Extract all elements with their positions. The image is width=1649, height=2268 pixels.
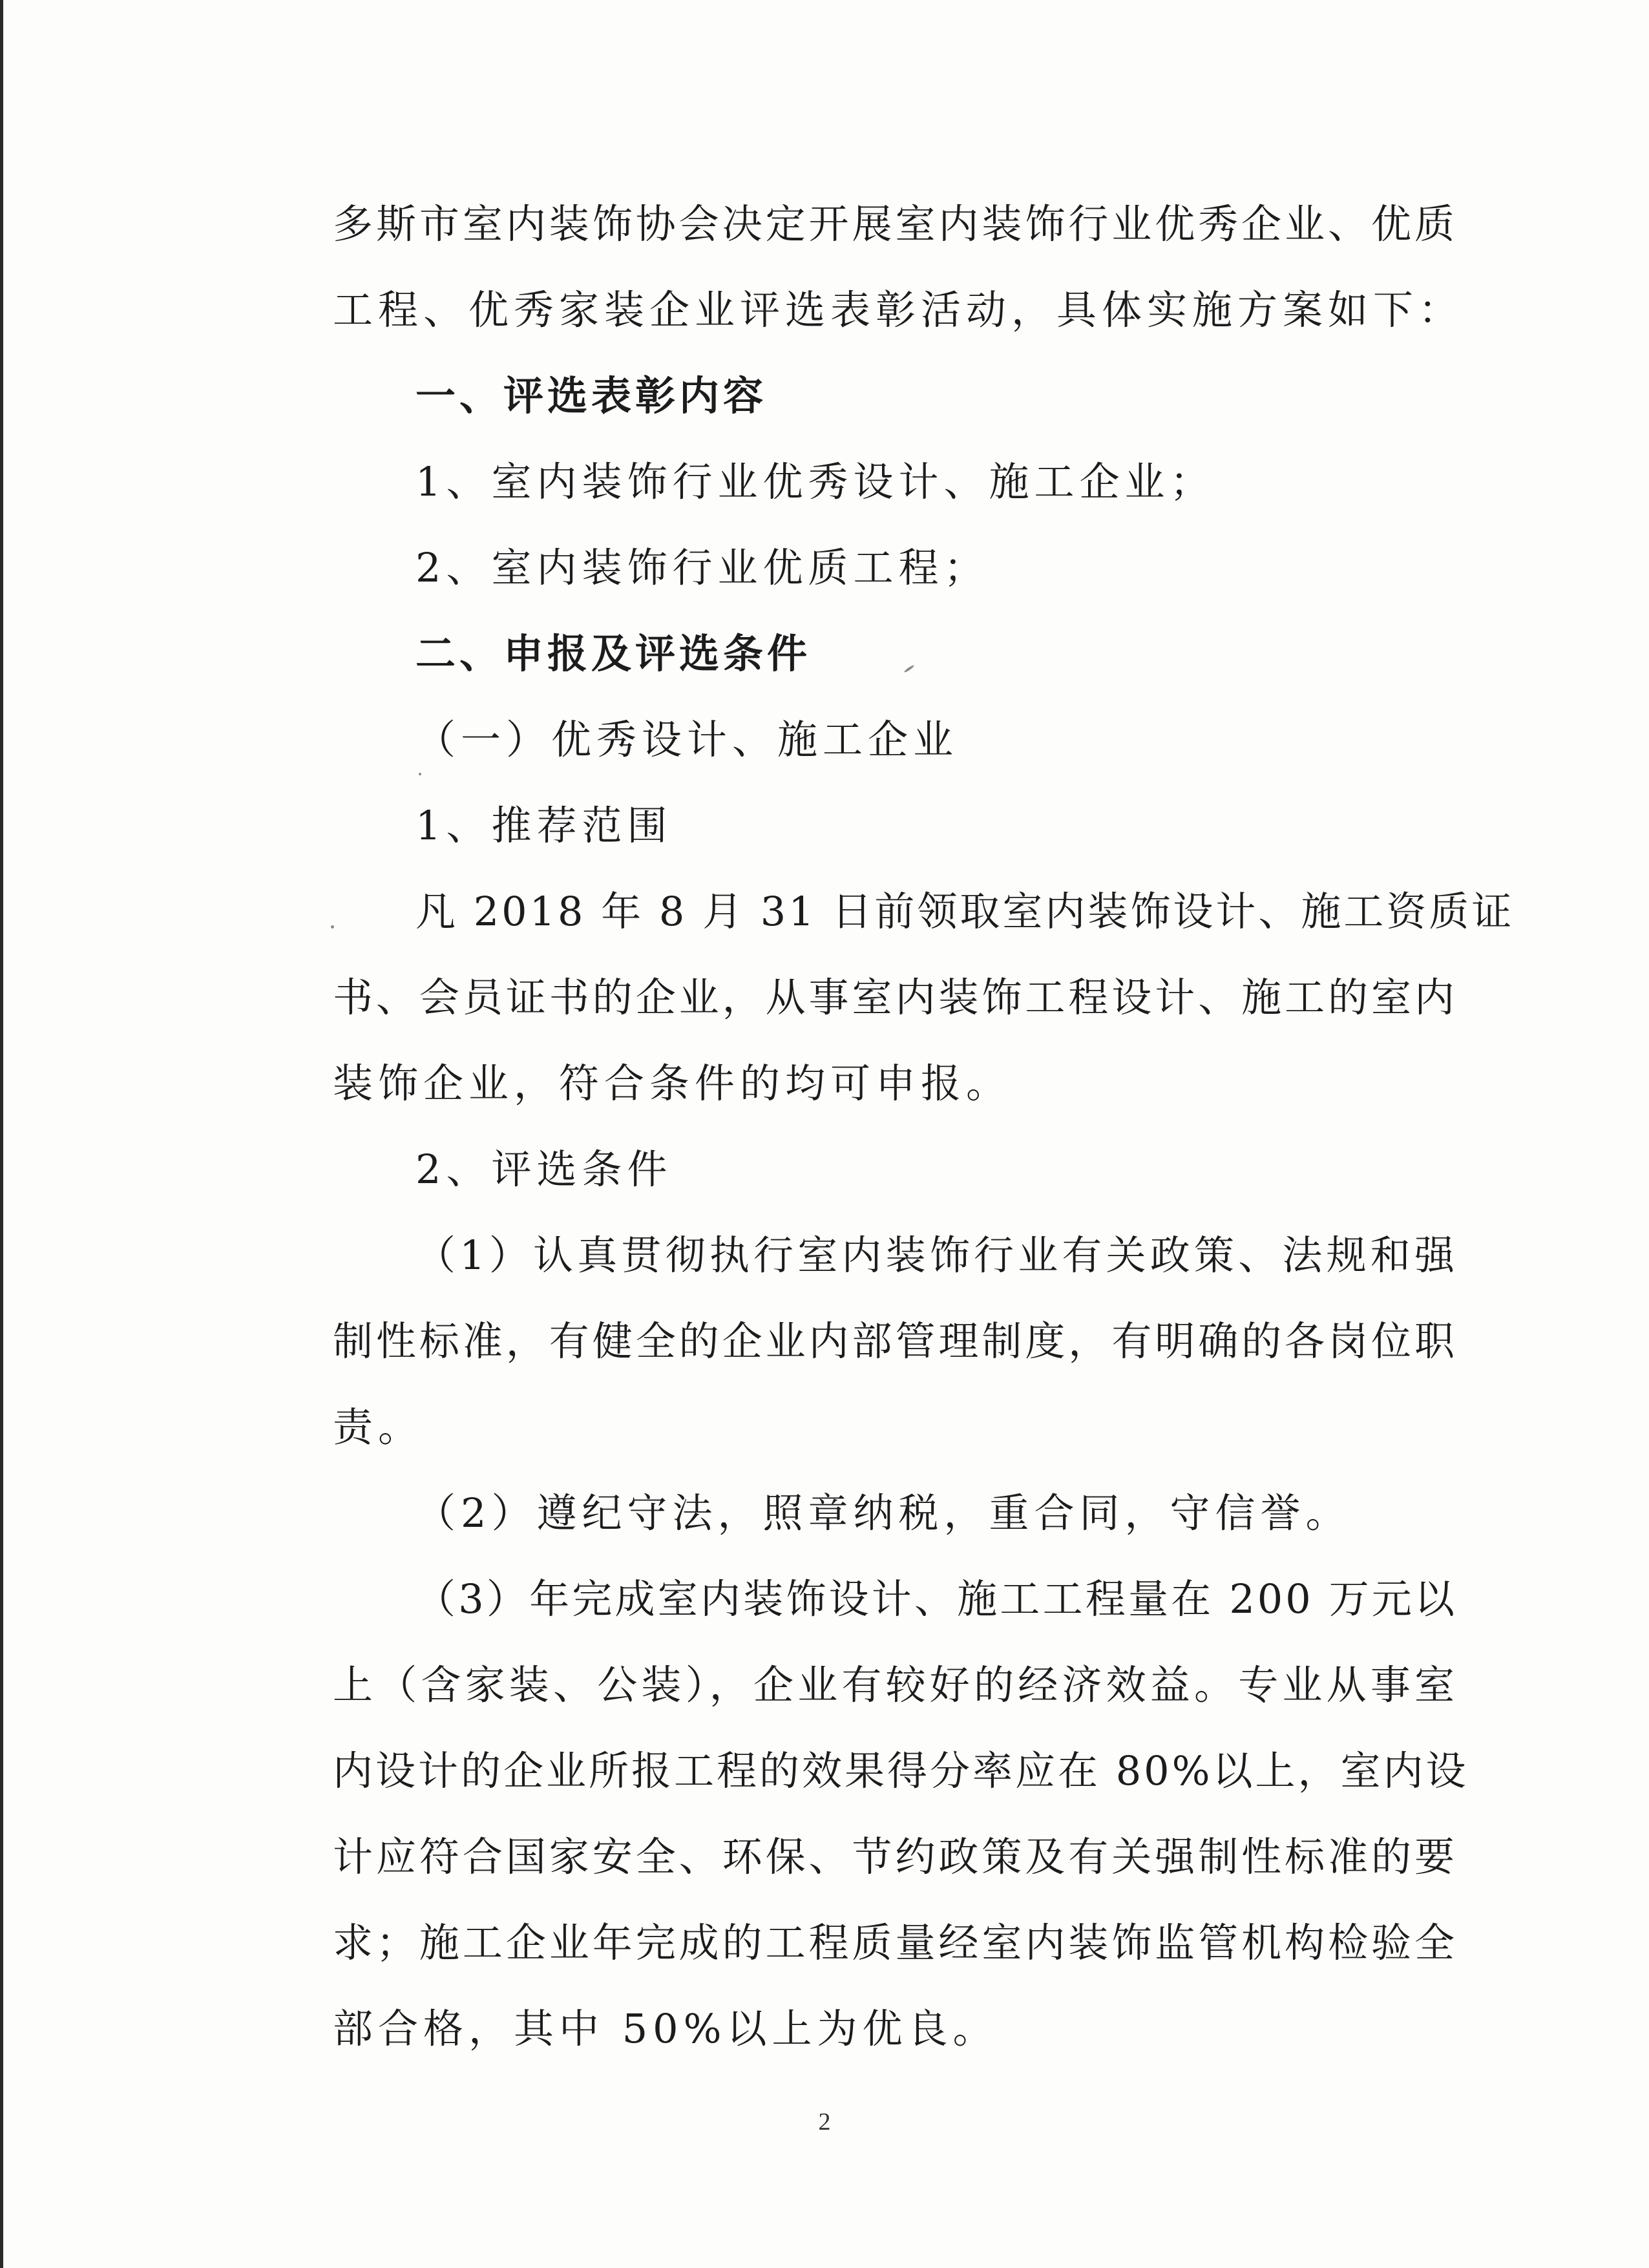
body-line: 制性标准，有健全的企业内部管理制度，有明确的各岗位职 xyxy=(333,1318,1457,1365)
body-line: 多斯市室内装饰协会决定开展室内装饰行业优秀企业、优质 xyxy=(333,200,1457,247)
body-line: （1）认真贯彻执行室内装饰行业有关政策、法规和强 xyxy=(415,1232,1457,1279)
body-line: 内设计的企业所报工程的效果得分率应在 80%以上，室内设 xyxy=(333,1747,1469,1794)
list-item: 1、室内装饰行业优秀设计、施工企业； xyxy=(415,458,1215,505)
body-line: 部合格，其中 50%以上为优良。 xyxy=(333,2005,998,2052)
body-line: （2）遵纪守法，照章纳税，重合同，守信誉。 xyxy=(415,1489,1351,1537)
body-line: 装饰企业，符合条件的均可申报。 xyxy=(333,1060,1012,1107)
body-line: 书、会员证书的企业，从事室内装饰工程设计、施工的室内 xyxy=(333,974,1457,1021)
scan-speck xyxy=(419,773,421,775)
list-item: 2、室内装饰行业优质工程； xyxy=(415,544,989,591)
document-body xyxy=(333,181,1515,2072)
body-line: 求；施工企业年完成的工程质量经室内装饰监管机构检验全 xyxy=(333,1919,1457,1966)
body-line: （3）年完成室内装饰设计、施工工程量在 200 万元以 xyxy=(415,1575,1457,1622)
body-line: 计应符合国家安全、环保、节约政策及有关强制性标准的要 xyxy=(333,1833,1457,1880)
body-line: 上（含家装、公装），企业有较好的经济效益。专业从事室 xyxy=(333,1661,1457,1708)
section-heading: 一、评选表彰内容 xyxy=(415,372,768,419)
body-line: 凡 2018 年 8 月 31 日前领取室内装饰设计、施工资质证 xyxy=(415,888,1515,935)
body-line: 工程、优秀家装企业评选表彰活动，具体实施方案如下： xyxy=(333,286,1464,333)
page-number: 2 xyxy=(818,2108,831,2136)
body-line: 责。 xyxy=(333,1403,424,1451)
section-heading: 二、申报及评选条件 xyxy=(415,630,812,677)
scan-speck xyxy=(331,925,334,929)
scan-edge xyxy=(0,0,3,2268)
list-item: 2、评选条件 xyxy=(415,1146,673,1193)
subsection-heading: （一）优秀设计、施工企业 xyxy=(415,716,959,763)
list-item: 1、推荐范围 xyxy=(415,802,673,849)
